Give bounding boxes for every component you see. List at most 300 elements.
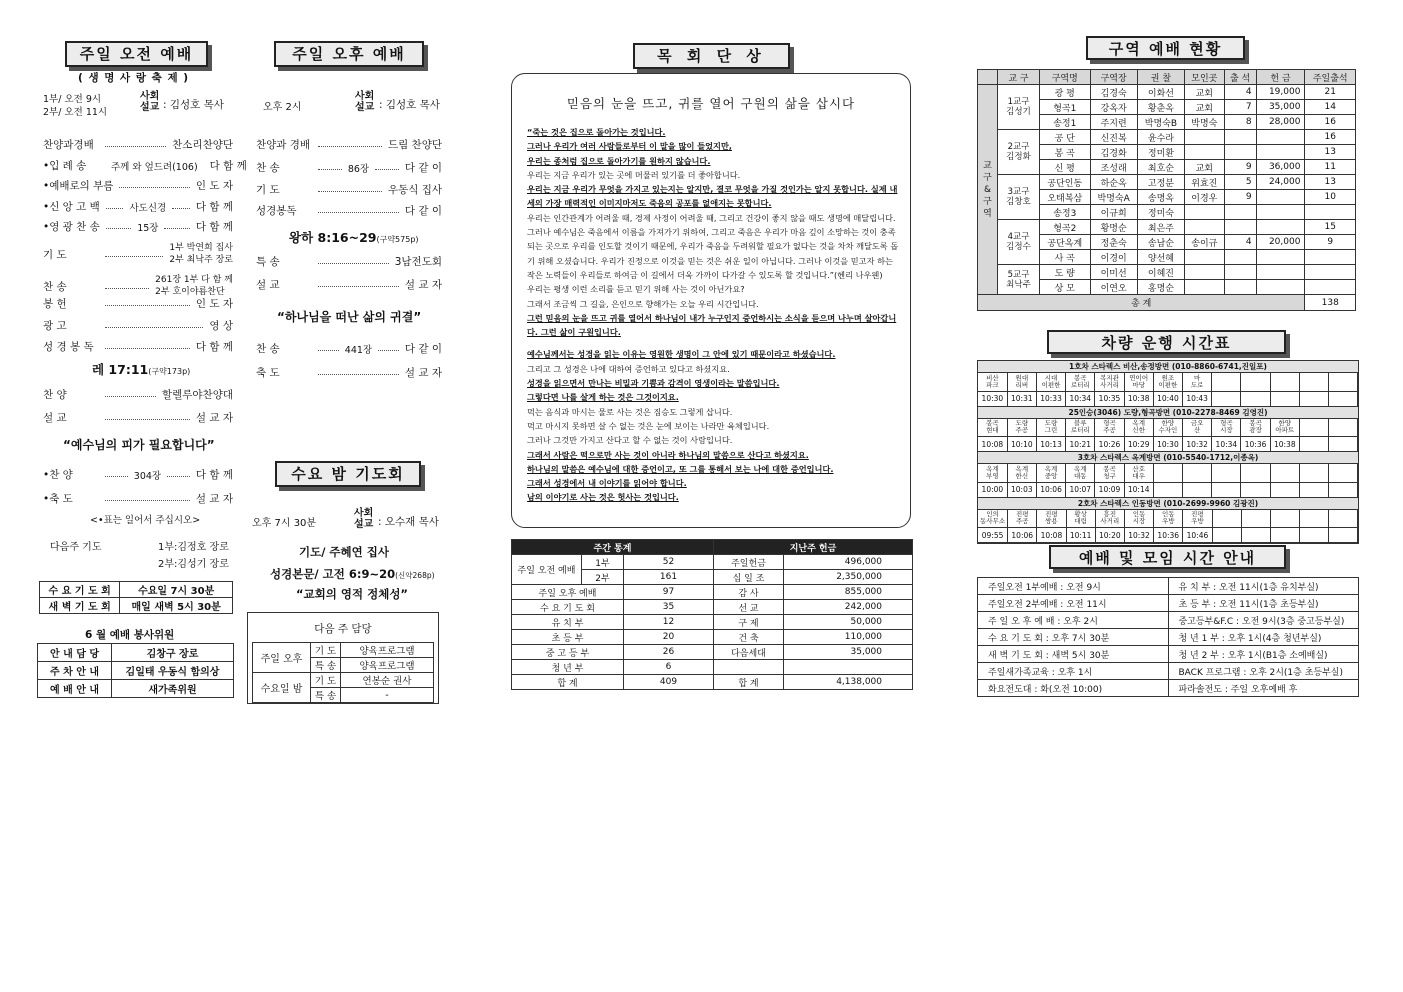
stats-cell: 선 교 bbox=[714, 600, 784, 615]
schedule-cell: 파라솔전도 : 주일 오후예배 후 bbox=[1168, 680, 1359, 697]
district-cell: 교회 bbox=[1185, 160, 1224, 175]
district-cell: 13 bbox=[1305, 145, 1356, 160]
order-label: 찬 송 bbox=[256, 162, 280, 174]
order-right: 다 함 께 bbox=[195, 221, 233, 233]
order-middle: 15장 bbox=[137, 222, 159, 234]
order-right: 3남전도회 bbox=[394, 256, 442, 268]
district-cell bbox=[1256, 130, 1305, 145]
district-cell: 14 bbox=[1305, 100, 1356, 115]
order-row bbox=[43, 410, 233, 425]
bus-time: 10:36 bbox=[1241, 437, 1270, 452]
message-line: 그렇다면 나를 살게 하는 것은 그것이지요. bbox=[527, 392, 679, 403]
prayer-meeting-table bbox=[39, 581, 233, 614]
morning-host: : 김성호 목사 bbox=[163, 99, 224, 111]
district-cell: 21 bbox=[1305, 85, 1356, 100]
district-cell: 9 bbox=[1224, 190, 1256, 205]
district-cell: 16 bbox=[1305, 130, 1356, 145]
duty-cell: - bbox=[341, 688, 434, 703]
district-cell bbox=[1224, 250, 1256, 265]
stats-cell: 35,000 bbox=[784, 645, 913, 660]
bus-time: 10:33 bbox=[1036, 391, 1065, 406]
district-group: 2교구 김정화 bbox=[998, 130, 1040, 175]
bus-stop: 인동 우방 bbox=[1154, 510, 1183, 528]
district-cell: 정미환 bbox=[1137, 145, 1184, 160]
weekly-stats-table bbox=[511, 539, 913, 690]
district-cell: 15 bbox=[1305, 220, 1356, 235]
order-row bbox=[256, 277, 442, 292]
service-cell: 주 차 안 내 bbox=[38, 662, 112, 680]
next-prayer-1: 1부:김정호 장로 bbox=[158, 542, 229, 553]
wednesday-sermon-title: “교회의 영적 정체성” bbox=[296, 587, 408, 601]
bus-stop: 원조 이편한 bbox=[1153, 373, 1182, 391]
bus-empty bbox=[1212, 464, 1241, 482]
district-cell: 정미숙 bbox=[1137, 205, 1184, 220]
order-middle: 86장 bbox=[347, 163, 370, 175]
bus-empty bbox=[1270, 464, 1299, 482]
bus-empty bbox=[1299, 528, 1328, 543]
district-header: 구역장 bbox=[1090, 70, 1137, 85]
pastor-message-box bbox=[511, 73, 911, 528]
order-right: 찬소리찬양단 bbox=[172, 139, 233, 151]
bus-empty bbox=[1329, 391, 1358, 406]
bus-empty bbox=[1212, 510, 1241, 528]
bus-stop: 흥진 사거리 bbox=[1095, 510, 1124, 528]
bus-empty bbox=[1329, 528, 1358, 543]
order-label: 축 도 bbox=[256, 367, 280, 379]
order-right: 다 같 이 bbox=[404, 343, 443, 355]
bus-empty bbox=[1299, 482, 1328, 497]
morning-scripture bbox=[92, 360, 190, 378]
bus-empty bbox=[1299, 373, 1328, 391]
message-line: 그래서 조금씩 그 길을, 은인으로 향해가는 오늘 우리 시간입니다. bbox=[527, 298, 759, 309]
order-dots bbox=[318, 350, 339, 351]
order-row bbox=[256, 137, 442, 152]
order-right: 설 교 자 bbox=[404, 367, 442, 379]
district-cell: 송남순 bbox=[1137, 235, 1184, 250]
order-row bbox=[256, 254, 442, 269]
order-label: 기 도 bbox=[43, 248, 67, 261]
schedule-cell: 수 요 기 도 회 : 오후 7시 30분 bbox=[978, 629, 1169, 646]
district-cell bbox=[1256, 280, 1305, 295]
district-cell: 9 bbox=[1224, 160, 1256, 175]
district-cell: 고정분 bbox=[1137, 175, 1184, 190]
stats-cell: 다음세대 bbox=[714, 645, 784, 660]
bus-time: 10:14 bbox=[1124, 482, 1153, 497]
service-cell: 예 배 안 내 bbox=[38, 680, 112, 698]
message-line: 먹는 음식과 마시는 물로 사는 것은 짐승도 그렇게 삽니다. bbox=[527, 406, 733, 417]
prayer-cell: 수요일 7시 30분 bbox=[120, 582, 233, 598]
district-cell: 황춘옥 bbox=[1137, 100, 1184, 115]
order-middle: 주께 와 엎드려(106) bbox=[111, 161, 198, 173]
district-cell: 11 bbox=[1305, 160, 1356, 175]
bus-empty bbox=[1212, 482, 1241, 497]
stats-cell: 2부 bbox=[582, 570, 624, 585]
district-cell: 정춘숙 bbox=[1090, 235, 1137, 250]
wednesday-prayer: 기도/ 주혜연 집사 bbox=[299, 545, 389, 559]
order-dots bbox=[105, 396, 156, 397]
stats-cell: 855,000 bbox=[784, 585, 913, 600]
bus-route-table bbox=[978, 510, 1358, 544]
order-dots bbox=[164, 228, 189, 229]
bus-stop: 원대 리버 bbox=[1007, 373, 1036, 391]
stats-cell: 242,000 bbox=[784, 600, 913, 615]
bus-empty bbox=[1299, 510, 1328, 528]
message-line: 먹고 마시지 못하면 살 수 없는 것은 눈에 보이는 나라만 육체입니다. bbox=[527, 420, 770, 431]
district-cell: 이화선 bbox=[1137, 85, 1184, 100]
district-corner bbox=[978, 70, 998, 85]
bus-empty bbox=[1329, 419, 1358, 437]
bus-time: 10:11 bbox=[1066, 528, 1095, 543]
order-right: 다 함 께 bbox=[195, 469, 234, 481]
bus-empty bbox=[1241, 510, 1270, 528]
bus-time: 10:34 bbox=[1066, 391, 1095, 406]
duty-cell: 수요일 밤 bbox=[253, 673, 311, 703]
stats-cell: 주일 오전 예배 bbox=[512, 555, 582, 585]
bus-stop: 봉곡 현대 bbox=[978, 419, 1007, 437]
bus-route-table bbox=[978, 464, 1358, 498]
service-committee-table bbox=[37, 643, 234, 698]
order-dots bbox=[119, 187, 190, 188]
order-dots bbox=[318, 191, 382, 192]
district-cell: 36,000 bbox=[1256, 160, 1305, 175]
message-line: 우리는 지금 우리가 있는 곳에 머물러 있기를 더 좋아합니다. bbox=[527, 169, 741, 180]
order-label: •신 앙 고 백 bbox=[43, 201, 100, 213]
order-dots bbox=[318, 169, 342, 170]
district-cell: 형곡1 bbox=[1040, 100, 1091, 115]
district-cell: 오태복삼 bbox=[1040, 190, 1091, 205]
stats-cell: 수 요 기 도 회 bbox=[512, 600, 624, 615]
district-cell: 사 곡 bbox=[1040, 250, 1091, 265]
order-label: 찬 송 bbox=[43, 280, 67, 293]
order-row bbox=[43, 178, 233, 193]
bus-stop: 산호 대우 bbox=[1124, 464, 1153, 482]
district-cell: 형곡2 bbox=[1040, 220, 1091, 235]
stats-cell: 52 bbox=[624, 555, 714, 570]
bus-time: 10:26 bbox=[1095, 437, 1124, 452]
stats-cell: 청 년 부 bbox=[512, 660, 624, 675]
order-right: 설 교 자 bbox=[195, 412, 233, 424]
message-line: 성경을 읽으면서 만나는 비밀과 기쁨과 감격이 영생이라는 말씀입니다. bbox=[527, 378, 780, 389]
schedule-cell: 주일새가족교육 : 오후 1시 bbox=[978, 663, 1169, 680]
district-cell: 신진복 bbox=[1090, 130, 1137, 145]
stats-cell: 12 bbox=[624, 615, 714, 630]
district-cell bbox=[1224, 205, 1256, 220]
stats-header: 지난주 헌금 bbox=[714, 540, 913, 555]
bus-time: 10:46 bbox=[1183, 528, 1212, 543]
district-cell bbox=[1256, 145, 1305, 160]
wednesday-host-label: 사회 설교 bbox=[354, 508, 374, 530]
district-cell: 송명옥 bbox=[1137, 190, 1184, 205]
order-row bbox=[43, 158, 247, 173]
district-cell bbox=[1185, 220, 1224, 235]
order-right: 다 같 이 bbox=[404, 162, 442, 174]
district-cell: 윤수라 bbox=[1137, 130, 1184, 145]
stats-cell: 십 일 조 bbox=[714, 570, 784, 585]
bus-stop: 한양 수자인 bbox=[1153, 419, 1182, 437]
order-row bbox=[43, 274, 233, 298]
duty-cell: 기 도 bbox=[311, 673, 341, 688]
bus-time: 10:32 bbox=[1183, 437, 1212, 452]
district-header: 출 석 bbox=[1224, 70, 1256, 85]
district-cell: 주지련 bbox=[1090, 115, 1137, 130]
district-cell: 24,000 bbox=[1256, 175, 1305, 190]
duty-cell: 특 송 bbox=[311, 688, 341, 703]
bus-empty bbox=[1270, 391, 1299, 406]
stats-cell: 초 등 부 bbox=[512, 630, 624, 645]
schedule-cell: 유 치 부 : 오전 11시(1층 유치부실) bbox=[1168, 578, 1359, 595]
order-label: •축 도 bbox=[43, 493, 73, 505]
service-cell: 김일태 우동식 함의상 bbox=[112, 662, 234, 680]
message-line: 하나님의 말씀은 예수님에 대한 증언이고, 또 그를 통해서 보는 나에 대한 증언입니다. bbox=[527, 463, 834, 474]
stats-cell: 110,000 bbox=[784, 630, 913, 645]
district-table bbox=[977, 69, 1356, 311]
district-cell: 교회 bbox=[1185, 100, 1224, 115]
order-right: 다 같 이 bbox=[404, 205, 442, 217]
pastor-message-body bbox=[527, 125, 899, 505]
bus-route-name: 1호차 스타렉스 비산,송정방면 (010-8860-6741,진일포) bbox=[978, 361, 1358, 373]
wednesday-service-title: 수요 밤 기도회 bbox=[275, 461, 421, 487]
bus-empty bbox=[1212, 373, 1241, 391]
stats-cell: 감 사 bbox=[714, 585, 784, 600]
order-dots bbox=[318, 146, 382, 147]
district-cell bbox=[1256, 250, 1305, 265]
bus-empty bbox=[1241, 482, 1270, 497]
district-cell: 위효진 bbox=[1185, 175, 1224, 190]
order-label: 찬양과 경배 bbox=[256, 139, 311, 151]
order-label: •찬 양 bbox=[43, 469, 73, 481]
district-cell: 신 평 bbox=[1040, 160, 1091, 175]
district-cell bbox=[1185, 130, 1224, 145]
bus-empty bbox=[1329, 437, 1358, 452]
order-label: 성 경 봉 독 bbox=[43, 341, 94, 353]
district-cell: 4 bbox=[1224, 235, 1256, 250]
stats-cell: 구 제 bbox=[714, 615, 784, 630]
stats-cell: 합 계 bbox=[714, 675, 784, 690]
stats-cell: 유 치 부 bbox=[512, 615, 624, 630]
bus-stop: 도량 주공 bbox=[1007, 419, 1036, 437]
stats-cell: 2,350,000 bbox=[784, 570, 913, 585]
order-row bbox=[43, 242, 233, 266]
message-line bbox=[527, 339, 899, 347]
order-dots bbox=[106, 208, 124, 209]
stats-cell bbox=[714, 660, 784, 675]
message-line: 우리는 평생 이런 소리를 듣고 믿기 위해 사는 것이 아닌가요? bbox=[527, 284, 745, 295]
bus-stop: 연이어 마당 bbox=[1124, 373, 1153, 391]
order-dots bbox=[378, 350, 399, 351]
district-cell: 공단인동 bbox=[1040, 175, 1091, 190]
order-right: 다 함 께 bbox=[209, 160, 247, 172]
bus-stop: 봉곡 로터리 bbox=[1066, 373, 1095, 391]
message-line: 그래서 성경에서 내 이야기를 읽어야 합니다. bbox=[527, 478, 687, 489]
bus-route-table bbox=[978, 373, 1358, 407]
bus-empty bbox=[1329, 373, 1358, 391]
district-cell bbox=[1185, 265, 1224, 280]
bus-stop: 비산 파크 bbox=[978, 373, 1007, 391]
schedule-cell: 청 년 2 부 : 오후 1시(B1층 소예배실) bbox=[1168, 646, 1359, 663]
order-middle: 사도신경 bbox=[129, 202, 167, 214]
bus-time: 10:30 bbox=[1153, 437, 1182, 452]
bus-time: 10:06 bbox=[1036, 482, 1065, 497]
district-total-label: 총 계 bbox=[978, 295, 1305, 311]
bus-time: 10:20 bbox=[1095, 528, 1124, 543]
bus-route-name: 3호차 스타렉스 옥계방면 (010-5540-1712,이종옥) bbox=[978, 452, 1358, 464]
district-group: 3교구 김창호 bbox=[998, 175, 1040, 220]
order-row bbox=[43, 296, 233, 311]
prayer-cell: 새 벽 기 도 회 bbox=[40, 598, 120, 614]
service-cell: 새가족위원 bbox=[112, 680, 234, 698]
duty-cell: 양육프로그램 bbox=[341, 643, 434, 658]
wednesday-scripture-page: (신약268p) bbox=[395, 571, 435, 580]
order-dots bbox=[318, 286, 399, 287]
district-cell: 최호순 bbox=[1137, 160, 1184, 175]
message-line: 그러나 그것만 가지고 산다고 할 수 없는 것이 사람입니다. bbox=[527, 435, 733, 446]
order-label: •영 광 찬 송 bbox=[43, 221, 100, 233]
bus-stop: 봉곡 광장 bbox=[1241, 419, 1270, 437]
district-cell: 이연오 bbox=[1090, 280, 1137, 295]
order-label: 찬양과경배 bbox=[43, 139, 94, 151]
order-label: 성경봉독 bbox=[256, 205, 297, 217]
bus-empty bbox=[1270, 482, 1299, 497]
district-cell: 이혜진 bbox=[1137, 265, 1184, 280]
bus-stop: 옥계 부영 bbox=[978, 464, 1007, 482]
bus-stop: 형곡 주공 bbox=[1095, 419, 1124, 437]
bus-empty bbox=[1299, 437, 1328, 452]
duty-cell: 양육프로그램 bbox=[341, 658, 434, 673]
next-duty-table bbox=[252, 642, 434, 703]
district-cell: 35,000 bbox=[1256, 100, 1305, 115]
bus-stop: 옥계 대동 bbox=[1066, 464, 1095, 482]
district-cell: 4 bbox=[1224, 85, 1256, 100]
order-row bbox=[43, 491, 233, 506]
district-header: 교 구 bbox=[998, 70, 1040, 85]
district-cell bbox=[1224, 265, 1256, 280]
bus-stop: 마 도로 bbox=[1183, 373, 1212, 391]
bus-empty bbox=[1241, 373, 1270, 391]
district-cell: 박명숙 bbox=[1185, 115, 1224, 130]
bus-empty bbox=[1329, 510, 1358, 528]
order-middle: 261장 1부 다 함 께 2부 호이야룜찬단 bbox=[155, 275, 233, 297]
district-cell bbox=[1185, 145, 1224, 160]
order-dots bbox=[318, 374, 399, 375]
schedule-cell: 청 년 1 부 : 오후 1시(4층 청년부실) bbox=[1168, 629, 1359, 646]
order-right: 다 함 께 bbox=[195, 201, 234, 213]
bus-stop: 인의 동사무소 bbox=[978, 510, 1008, 528]
schedule-cell: 주 일 오 후 예 배 : 오후 2시 bbox=[978, 612, 1169, 629]
district-cell bbox=[1305, 280, 1356, 295]
message-line: 우리는 지금 우리가 무엇을 가지고 있는지는 알지만, 결코 무엇을 가질 것인가는 알지 못합니다. 실제 내세의 가장 매력적인 이미지마저도 죽음의 공포를 없애지는 못합니다. bbox=[527, 184, 898, 209]
order-dots bbox=[105, 500, 190, 501]
order-dots bbox=[105, 327, 203, 328]
district-cell bbox=[1224, 280, 1256, 295]
morning-time-1: 1부/ 오전 9시 bbox=[43, 94, 102, 105]
message-line: “죽는 것은 집으로 돌아가는 것입니다. bbox=[527, 127, 666, 137]
district-cell bbox=[1256, 265, 1305, 280]
order-row bbox=[43, 137, 233, 152]
bus-stop: 복지관 사거리 bbox=[1095, 373, 1124, 391]
bus-stop: 금오 산 bbox=[1183, 419, 1212, 437]
district-header: 구역명 bbox=[1040, 70, 1091, 85]
message-line: 그래서 사람은 떡으로만 사는 것이 아니라 하나님의 말씀으로 산다고 하셨지요. bbox=[527, 449, 809, 460]
stats-cell: 409 bbox=[624, 675, 714, 690]
order-dots bbox=[318, 212, 399, 213]
schedule-cell: 화요전도대 : 화(오전 10:00) bbox=[978, 680, 1169, 697]
district-side-label: 교구 & 구역 bbox=[978, 85, 998, 295]
order-middle: 441장 bbox=[344, 344, 373, 356]
bus-stop: 형곡 시장 bbox=[1212, 419, 1241, 437]
district-cell: 송정3 bbox=[1040, 205, 1091, 220]
standing-note: <•표는 일어서 주십시오> bbox=[90, 515, 201, 526]
order-label: 찬 양 bbox=[43, 389, 67, 401]
district-cell bbox=[1256, 220, 1305, 235]
bus-time: 10:09 bbox=[1095, 482, 1124, 497]
service-cell: 안 내 담 당 bbox=[38, 644, 112, 662]
bus-time: 10:21 bbox=[1066, 437, 1095, 452]
order-dots bbox=[105, 419, 190, 420]
bus-time: 10:08 bbox=[978, 437, 1007, 452]
bus-empty bbox=[1153, 464, 1182, 482]
bus-time: 10:03 bbox=[1007, 482, 1036, 497]
district-cell: 16 bbox=[1305, 115, 1356, 130]
bus-stop: 진평 주공 bbox=[1008, 510, 1037, 528]
district-cell: 13 bbox=[1305, 175, 1356, 190]
bus-time: 10:07 bbox=[1066, 482, 1095, 497]
schedule-title: 예배 및 모임 시간 안내 bbox=[1049, 545, 1286, 569]
duty-cell: 기 도 bbox=[311, 643, 341, 658]
district-cell: 홍명순 bbox=[1137, 280, 1184, 295]
order-label: •예배로의 부름 bbox=[43, 180, 114, 192]
duty-cell: 특 송 bbox=[311, 658, 341, 673]
schedule-cell: 주일오전 2부예배 : 오전 11시 bbox=[978, 595, 1169, 612]
bus-empty bbox=[1241, 528, 1270, 543]
order-row bbox=[43, 467, 233, 482]
next-prayer-2: 2부:김성기 장로 bbox=[158, 559, 229, 570]
bus-empty bbox=[1299, 391, 1328, 406]
district-cell bbox=[1224, 220, 1256, 235]
bus-stop: 황상 대림 bbox=[1066, 510, 1095, 528]
order-right: 설 교 자 bbox=[404, 279, 442, 291]
bus-time: 09:55 bbox=[978, 528, 1008, 543]
wednesday-host: : 오수재 목사 bbox=[378, 516, 439, 528]
order-dots bbox=[105, 476, 128, 477]
bus-empty bbox=[1241, 464, 1270, 482]
district-cell bbox=[1256, 190, 1305, 205]
order-row bbox=[256, 341, 442, 356]
order-row bbox=[43, 219, 233, 234]
district-total: 138 bbox=[1305, 295, 1356, 311]
service-committee-title: 6 월 예배 봉사위원 bbox=[85, 629, 175, 641]
bus-stop: 옥계 신한 bbox=[1124, 419, 1153, 437]
stats-cell: 주일 오후 예배 bbox=[512, 585, 624, 600]
order-row bbox=[256, 365, 442, 380]
district-cell: 8 bbox=[1224, 115, 1256, 130]
message-line: 그런 믿음의 눈을 뜨고 귀를 열어서 하나님이 내가 누구인지 증언하시는 소식을 듣으며 나누며 살아갑니다. 그런 삶이 구원입니다. bbox=[527, 312, 897, 338]
district-cell: 9 bbox=[1305, 235, 1356, 250]
stats-cell: 6 bbox=[624, 660, 714, 675]
district-cell bbox=[1305, 265, 1356, 280]
order-dots bbox=[106, 228, 131, 229]
bus-time: 10:34 bbox=[1212, 437, 1241, 452]
order-label: 봉 헌 bbox=[43, 298, 67, 310]
order-label: 설 교 bbox=[256, 279, 280, 291]
service-cell: 김창구 장로 bbox=[112, 644, 234, 662]
stats-cell: 97 bbox=[624, 585, 714, 600]
order-dots bbox=[105, 288, 149, 289]
next-duty-box bbox=[247, 612, 439, 704]
bus-empty bbox=[1299, 464, 1328, 482]
duty-cell: 주일 오후 bbox=[253, 643, 311, 673]
district-group: 5교구 최낙주 bbox=[998, 265, 1040, 295]
afternoon-scripture-page: (구약575p) bbox=[376, 235, 419, 244]
